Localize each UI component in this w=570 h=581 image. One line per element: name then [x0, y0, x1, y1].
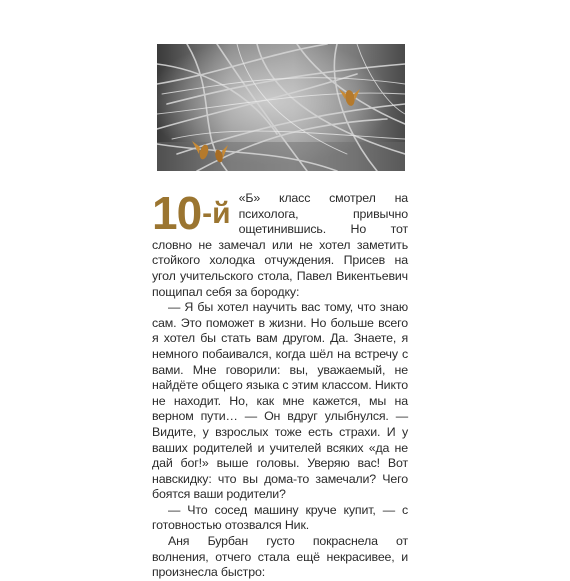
paragraph: «Б» класс смотрел на психолога, привычно ощетинившись. Но тот словно не замечал или не хотел заметить стойкого холодка отчуждения. Присев на угол учительского стола, Павел Викентьевич пощипал себя за бородку: — [152, 191, 408, 299]
paragraph: Аня Бурбан густо покраснела от волнения, отчего стала ещё некрасивее, и произнесла быстро: — [152, 534, 408, 580]
paragraph: — Я бы хотел научить вас тому, что знаю сам. Это поможет в жизни. Но больше всего я хотел бы стать вам другом. Да. Знаете, я немного побаивался, когда шёл на встречу с вами. Мне говорили: вы, уважаемый, не найдёте общего языка с этим классом. Никто не находит. Но, как мне кажется, мы на верном пути… — Он вдруг улыбнулся. — Видите, у взрослых тоже есть страхи. И у ваших родителей и учителей всяких «да не дай бог!» выше головы. Уверяю вас! Вот навскидку: что вы дома-то замечали? Чего боятся ваши родители? — [152, 300, 408, 502]
chapter-text — [152, 187, 408, 581]
drop-cap-number: 10 — [152, 187, 202, 239]
branches-with-birds-illustration — [157, 44, 405, 171]
drop-cap-suffix: -й — [202, 197, 231, 230]
paragraph: — Что сосед машину круче купит, — с готовностью отозвался Ник. — [152, 502, 408, 533]
chapter-number-drop-cap — [152, 187, 231, 239]
